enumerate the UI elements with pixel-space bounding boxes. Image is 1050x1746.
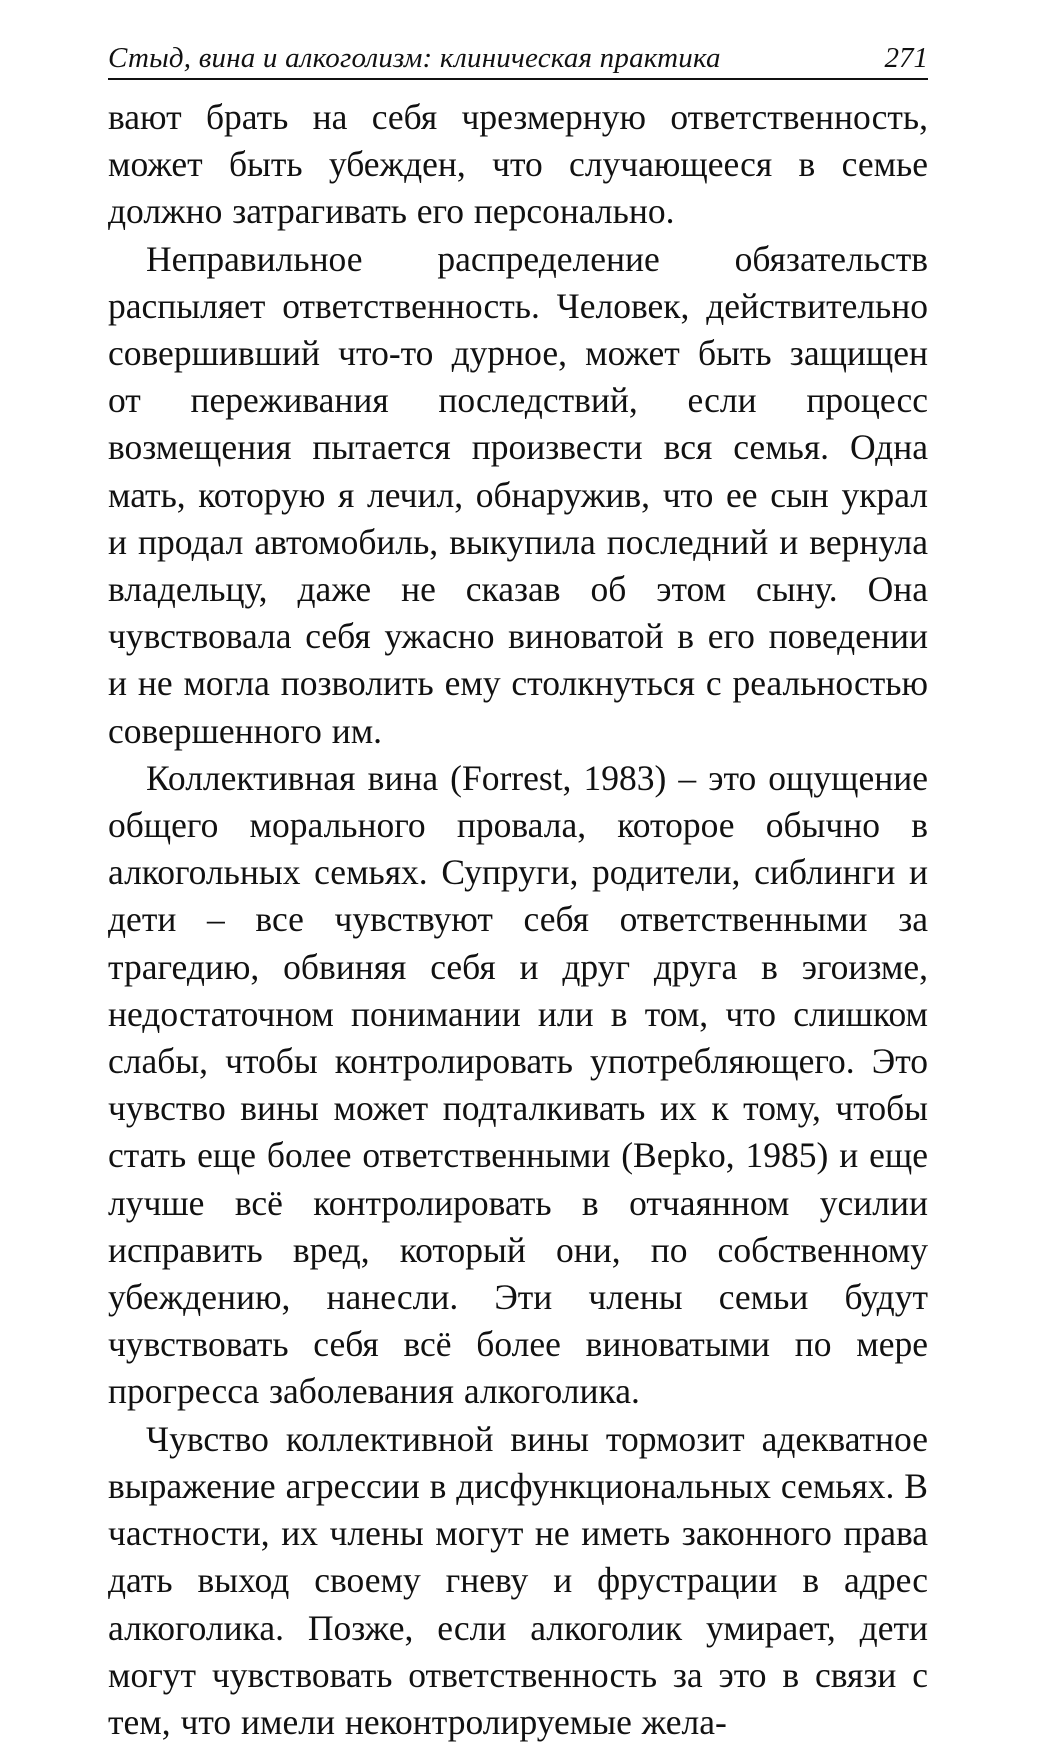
- running-header: [108, 40, 928, 80]
- paragraph: Коллективная вина (Forrest, 1983) – это ощущение общего морального провала, которое обычно в алкогольных семьях. Супруги, родители, сиблинги и дети – все чувствуют себя ответственными за трагедию, обвиняя себя и друг друга в эгоизме, недостаточном понимании или в том, что слишком слабы, чтобы контролировать употребляющего. Это чувство вины может подталкивать их к тому, чтобы стать еще более ответственными (Bepko, 1985) и еще лучше всё контролировать в отчаянном усилии исправить вред, который они, по собственному убеждению, нанесли. Эти члены семьи будут чувствовать себя всё более виноватыми по мере прогресса заболевания алкоголика.: [108, 757, 928, 1412]
- paragraph: Неправильное распределение обязательств распыляет ответственность. Человек, действительно совершивший что-то дурное, может быть защищен от переживания последствий, если процесс возмещения пытается произвести вся семья. Одна мать, которую я лечил, обнаружив, что ее сын украл и продал автомобиль, выкупила последний и вернула владельцу, даже не сказав об этом сыну. Она чувствовала себя ужасно виноватой в его поведении и не могла позволить ему столкнуться с реальностью совершенного им.: [108, 238, 928, 751]
- running-title: Стыд, вина и алкоголизм: клиническая практика: [108, 42, 721, 74]
- paragraph-continued: вают брать на себя чрезмерную ответственность, может быть убежден, что случающееся в семье должно затрагивать его персонально.: [108, 97, 928, 232]
- page-number: 271: [884, 42, 928, 74]
- book-page: [108, 40, 928, 1746]
- body-text: [108, 94, 928, 1746]
- paragraph: Чувство коллективной вины тормозит адекватное выражение агрессии в дисфункциональных семьях. В частности, их члены могут не иметь законного права дать выход своему гневу и фрустрации в адрес алкоголика. Позже, если алкоголик умирает, дети могут чувствовать ответственность за это в связи с тем, что имели неконтролируемые жела-: [108, 1418, 928, 1742]
